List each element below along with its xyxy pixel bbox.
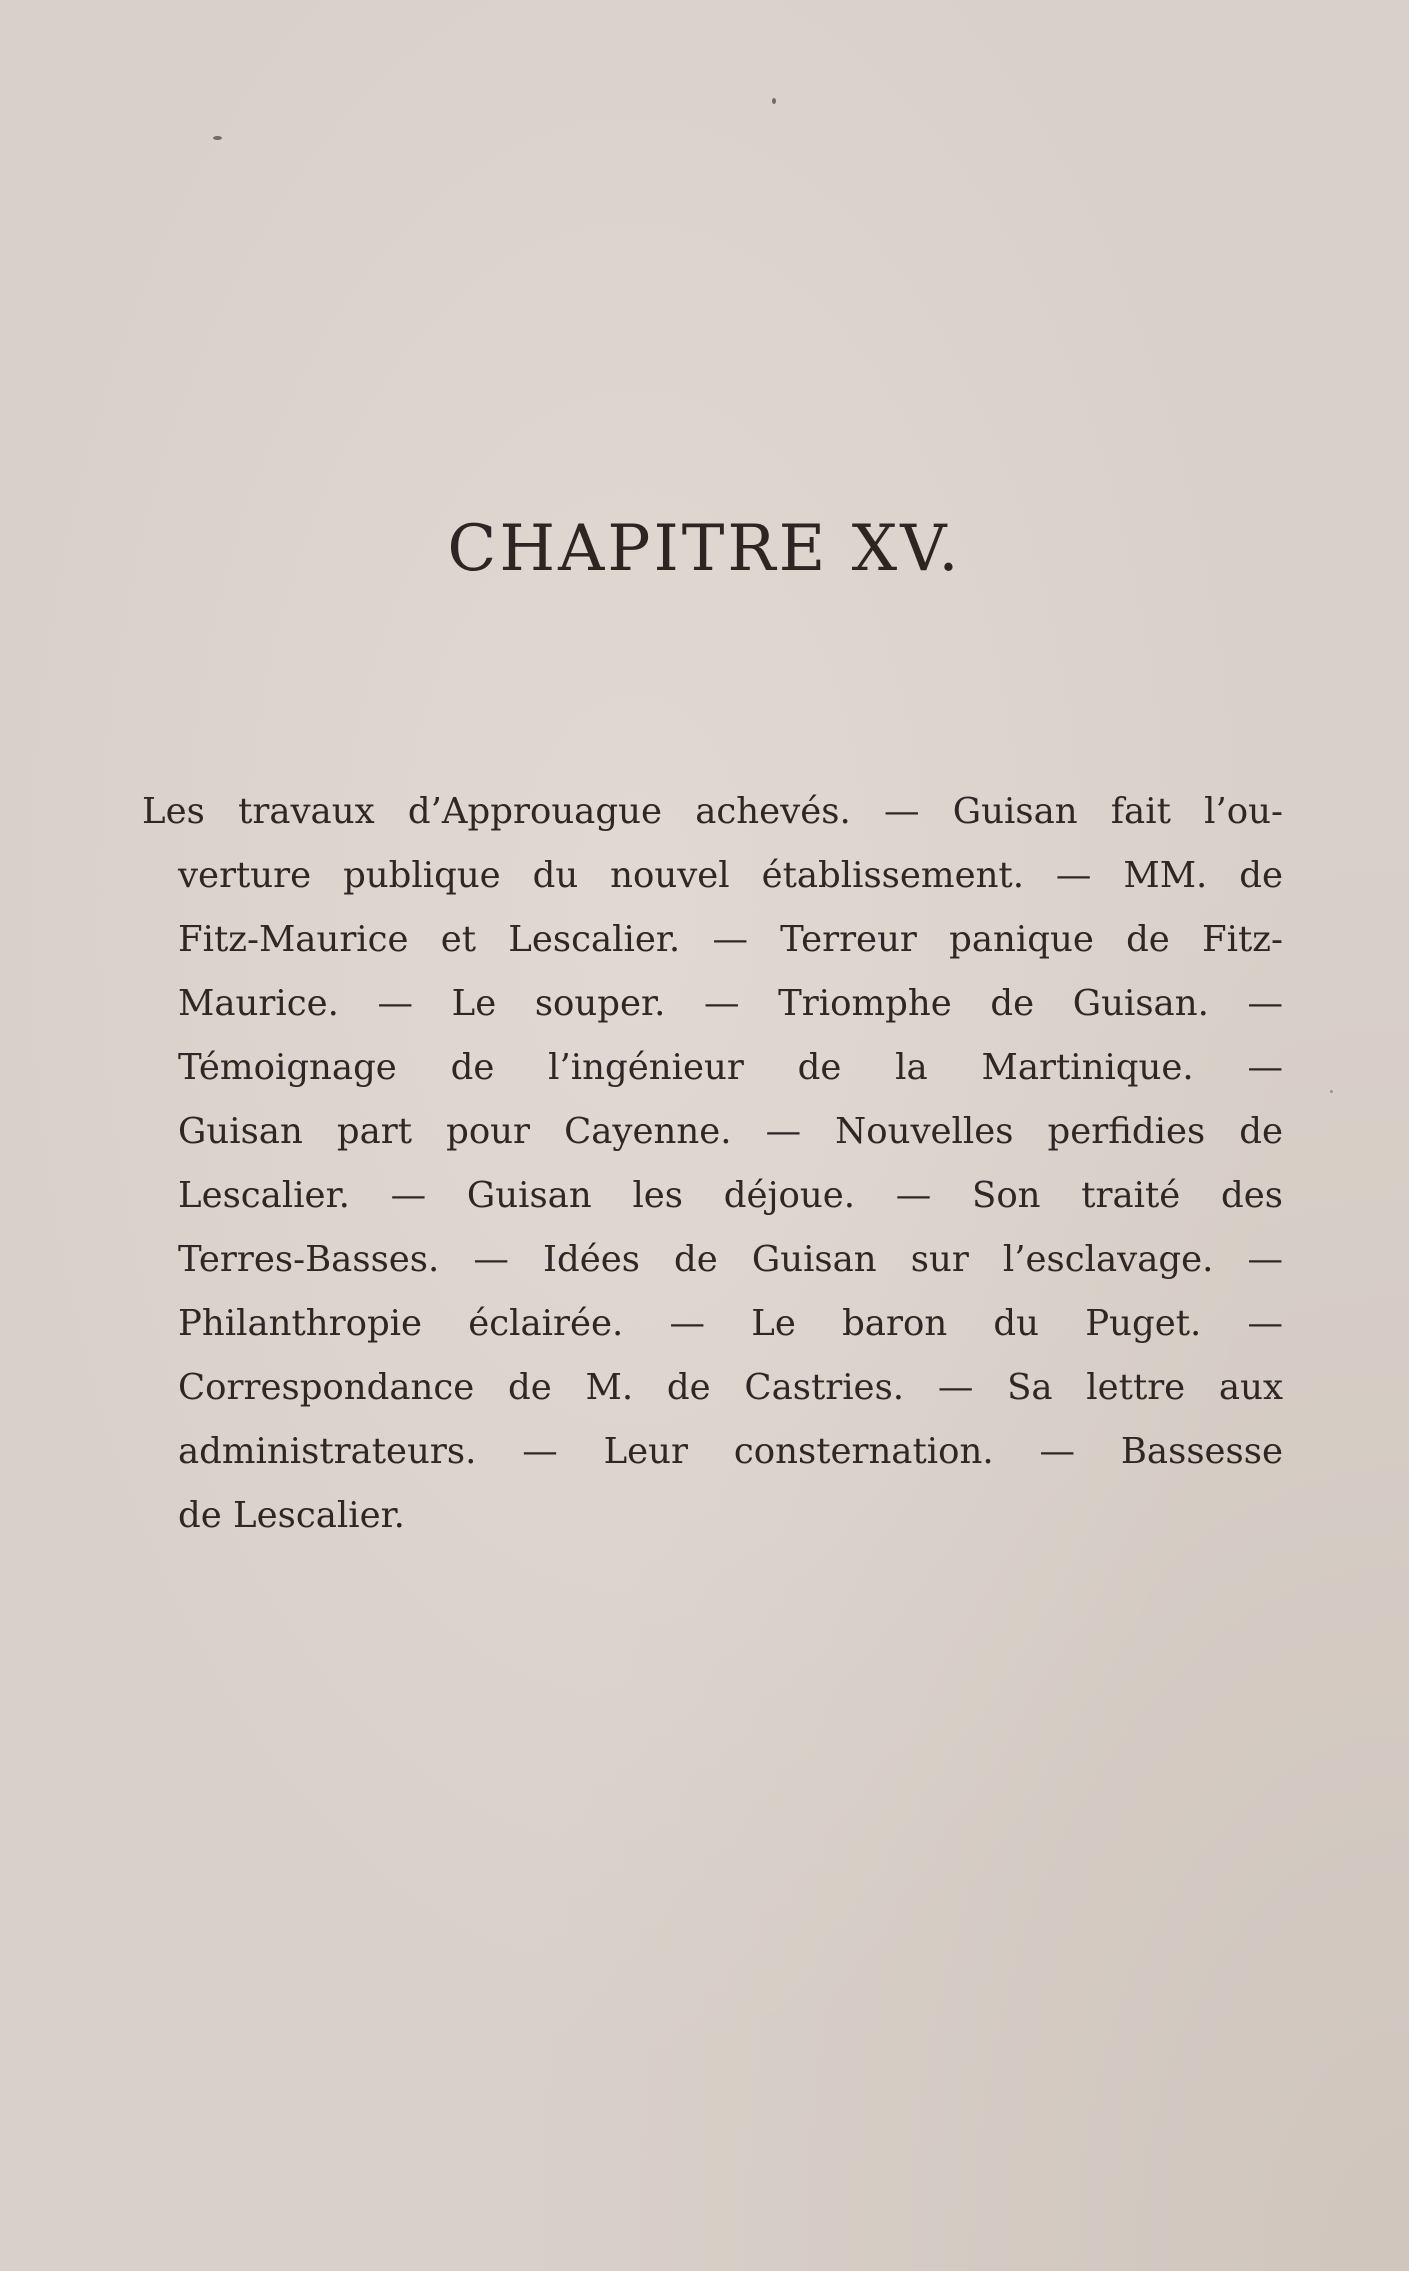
- summary-line: Philanthropie éclairée. — Le baron du Puget. —: [178, 1303, 1283, 1344]
- summary-line: Fitz-Maurice et Lescalier. — Terreur panique de Fitz-: [178, 919, 1283, 960]
- summary-line: Les travaux d’Approuague achevés. — Guisan fait l’ou-: [142, 791, 1283, 832]
- summary-line: Lescalier. — Guisan les déjoue. — Son traité des: [178, 1175, 1283, 1216]
- chapter-summary: [142, 780, 1283, 1548]
- summary-line: de Lescalier.: [178, 1495, 405, 1536]
- ink-speck: [772, 98, 776, 104]
- chapter-title: CHAPITRE XV.: [447, 512, 962, 586]
- summary-line: Guisan part pour Cayenne. — Nouvelles perfidies de: [178, 1111, 1283, 1152]
- summary-line: verture publique du nouvel établissement. — MM. de: [178, 855, 1283, 896]
- summary-line: Maurice. — Le souper. — Triomphe de Guisan. —: [178, 983, 1283, 1024]
- summary-line: administrateurs. — Leur consternation. — Bassesse: [178, 1431, 1283, 1472]
- ink-speck: [1330, 1090, 1333, 1093]
- summary-line: Correspondance de M. de Castries. — Sa lettre aux: [178, 1367, 1283, 1408]
- summary-line: Terres-Basses. — Idées de Guisan sur l’esclavage. —: [178, 1239, 1283, 1280]
- ink-speck: [213, 136, 222, 140]
- summary-line: Témoignage de l’ingénieur de la Martinique. —: [178, 1047, 1283, 1088]
